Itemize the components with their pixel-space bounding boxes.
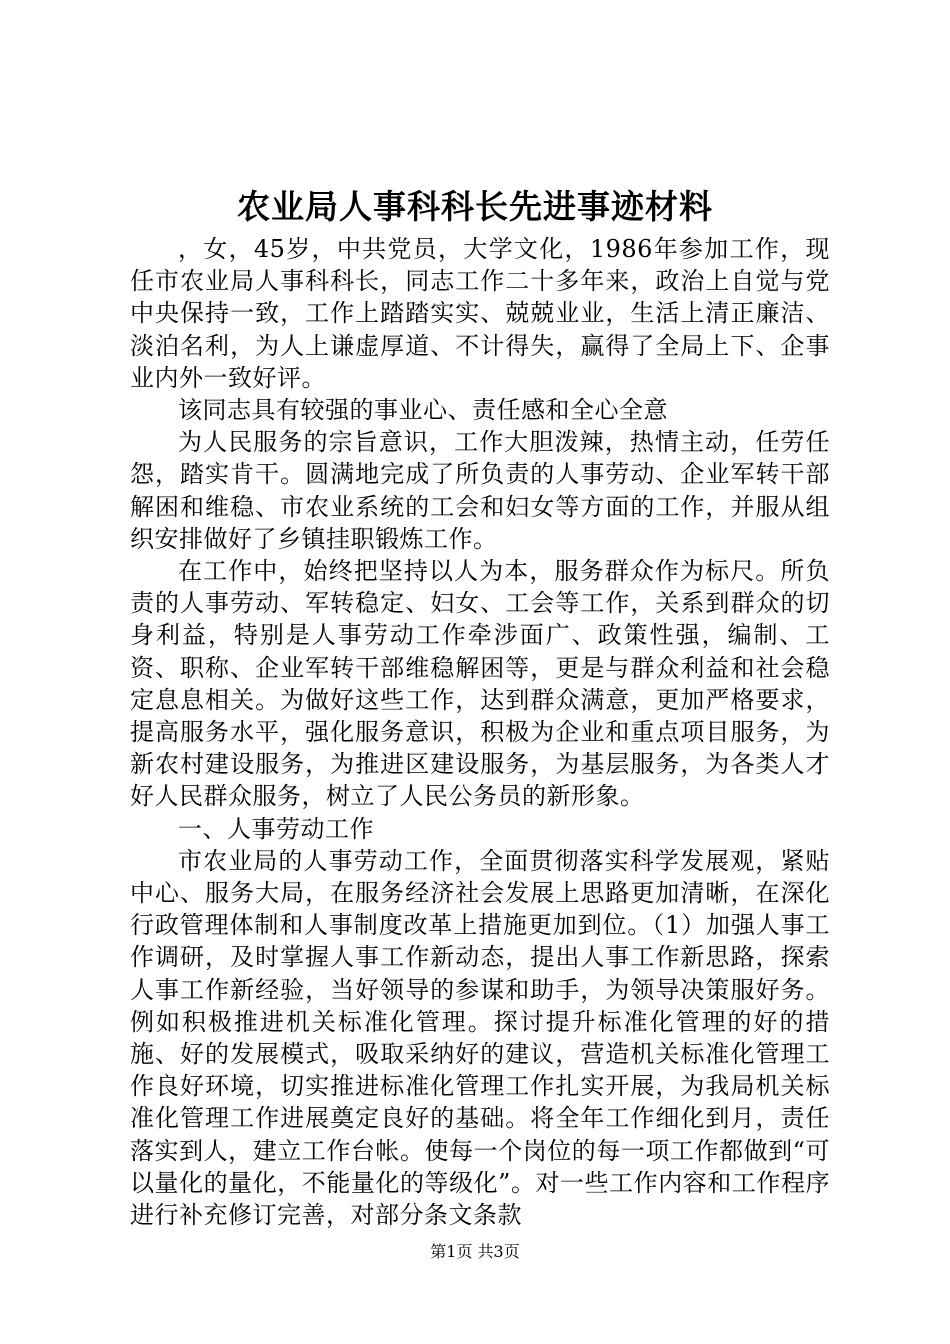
paragraph: 在工作中，始终把坚持以人为本，服务群众作为标尺。所负责的人事劳动、军转稳定、妇女、工会等工作，关系到群众的切身利益，特别是人事劳动工作牵涉面广、政策性强，编制、工资、职称、企业军转干部维稳解困等，更是与群众利益和社会稳定息息相关。为做好这些工作，达到群众满意，更加严格要求，提高服务水平，强化服务意识，积极为企业和重点项目服务，为新农村建设服务，为推进区建设服务，为基层服务，为各类人才好人民群众服务，树立了人民公务员的新形象。 <box>130 557 830 811</box>
paragraph: 为人民服务的宗旨意识，工作大胆泼辣，热情主动，任劳任怨，踏实肯干。圆满地完成了所负责的人事劳动、企业军转干部解困和维稳、市农业系统的工会和妇女等方面的工作，并服从组织安排做好了乡镇挂职锻炼工作。 <box>130 428 830 553</box>
document-body <box>130 233 830 1231</box>
page-footer: 第1页 共3页 <box>430 1242 520 1261</box>
paragraph: 该同志具有较强的事业心、责任感和全心全意 <box>178 396 668 425</box>
section-heading: 一、人事劳动工作 <box>178 814 374 843</box>
paragraph: 市农业局的人事劳动工作，全面贯彻落实科学发展观，紧贴中心、服务大局，在服务经济社会发展上思路更加清晰，在深化行政管理体制和人事制度改革上措施更加到位。（1）加强人事工作调研，及时掌握人事工作新动态，提出人事工作新思路，探索人事工作新经验，当好领导的参谋和助手，为领导决策服好务。例如积极推进机关标准化管理。探讨提升标准化管理的好的措施、好的发展模式，吸取采纳好的建议，营造机关标准化管理工作良好环境，切实推进标准化管理工作扎实开展，为我局机关标准化管理工作进展奠定良好的基础。将全年工作细化到月，责任落实到人，建立工作台帐。使每一个岗位的每一项工作都做到“可以量化的量化，不能量化的等级化”。对一些工作内容和工作程序进行补充修订完善，对部分条文条款 <box>130 846 830 1230</box>
paragraph: ，女，45岁，中共党员，大学文化，1986年参加工作，现任市农业局人事科科长，同志工作二十多年来，政治上自觉与党中央保持一致，工作上踏踏实实、兢兢业业，生活上清正廉洁、淡泊名利，为人上谦虚厚道、不计得失，赢得了全局上下、企事业内外一致好评。 <box>130 235 830 392</box>
document-title: 农业局人事科科长先进事迹材料 <box>237 187 713 226</box>
